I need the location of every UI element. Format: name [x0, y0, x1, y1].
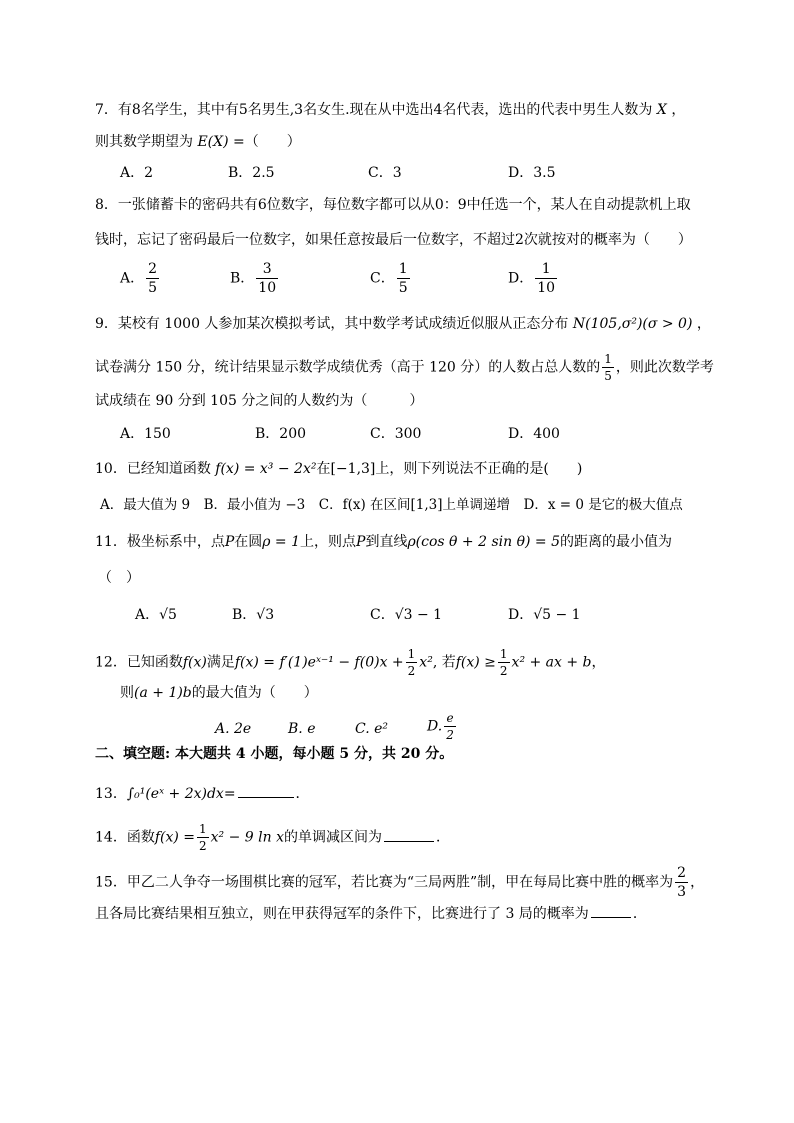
- numerator: 1: [499, 647, 508, 661]
- q11-point: P: [224, 534, 235, 550]
- q9-punct: ，: [696, 316, 711, 332]
- q7-line2: [95, 132, 301, 152]
- q14-text: 的单调减区间为: [284, 829, 382, 846]
- q13-line: [95, 783, 310, 804]
- q7-line1: [95, 100, 685, 120]
- q7-paren: =（ ）: [233, 134, 301, 150]
- q11-circle: ρ = 1: [262, 534, 301, 550]
- q12-text3: , 若: [432, 654, 456, 671]
- q9-line2: [95, 353, 714, 382]
- numerator: 1: [604, 352, 612, 366]
- q9-option-c: C．300: [370, 426, 422, 442]
- q15-text: 15．甲乙二人争夺一场围棋比赛的冠军，若比赛为“三局两胜”制，甲在每局比赛中胜的概率为: [95, 874, 674, 891]
- q11-line2: （ ）: [98, 570, 140, 586]
- q7-math: E(X): [197, 134, 229, 150]
- q9-text3: ，则此次数学考: [615, 359, 714, 376]
- q12-fx: f(x): [182, 654, 207, 671]
- q10-text2: 在[−1,3]上，则下列说法不正确的是( ): [316, 461, 583, 477]
- q12-x2: x²: [419, 654, 433, 671]
- q11-text: 11．极坐标系中，点: [95, 534, 225, 550]
- q13-integral: ∫₀¹(eˣ + 2x)dx=: [126, 786, 236, 802]
- q12-half: [406, 648, 418, 677]
- q12-line1: [95, 648, 606, 677]
- q9-math: N(105,σ²)(σ > 0): [572, 316, 693, 332]
- q11-option-d: D．√5 − 1: [508, 607, 581, 623]
- q10-options: A．最大值为 9 B．最小值为 −3 C．f(x) 在区间[1,3]上单调递增 D．x = 0 是它的极大值点: [100, 497, 683, 513]
- section-heading: 二、填空题: [95, 746, 165, 762]
- q14-end: ．: [436, 829, 450, 846]
- q9-fraction: [602, 353, 614, 382]
- denominator: 2: [499, 664, 508, 678]
- q8-option-b: [230, 262, 280, 295]
- q10-text: 10．已经知道函数: [95, 461, 211, 477]
- q8-option-b-fraction: [256, 262, 278, 295]
- denominator: 5: [148, 280, 158, 296]
- q15-punct: ，: [690, 874, 705, 891]
- q9-text: 9．某校有 1000 人参加某次模拟考试，其中数学考试成绩近似服从正态分布: [95, 316, 569, 332]
- q15-blank: [591, 903, 631, 918]
- q14-half: [197, 823, 209, 852]
- q9-option-a: A．150: [120, 426, 171, 442]
- q7-punct: ，: [671, 102, 686, 118]
- q14-expr: x² − 9 ln x: [210, 829, 284, 846]
- q8-option-c: [370, 262, 412, 295]
- q7-option-c: C．3: [368, 165, 402, 181]
- q8-option-d-label: D．: [508, 270, 534, 287]
- section-title: [95, 744, 453, 764]
- numerator: 1: [398, 261, 408, 277]
- q11-line-eq: ρ(cos θ + 2 sin θ) = 5: [407, 534, 561, 550]
- numerator: 3: [262, 261, 272, 277]
- q12-option-b: B. e: [288, 721, 316, 737]
- q10-math: f(x) = x³ − 2x²: [215, 461, 317, 477]
- denominator: 10: [537, 280, 556, 296]
- denominator: 2: [446, 728, 454, 742]
- q7-option-a: A．2: [120, 165, 154, 181]
- q12-expr: (a + 1)b: [134, 685, 192, 701]
- q15-line1: [95, 866, 704, 899]
- q11-option-c: C．√3 − 1: [370, 607, 443, 623]
- q11-text3: 上，则点: [300, 534, 357, 550]
- numerator: 1: [541, 261, 551, 277]
- q12-rhs: x² + ax + b: [511, 654, 592, 671]
- denominator: 3: [677, 884, 687, 900]
- q7-option-b: B．2.5: [228, 165, 275, 181]
- numerator: 2: [677, 865, 687, 881]
- q12-punct: ，: [591, 654, 606, 671]
- q15-line2: [95, 903, 647, 924]
- q12-text4: 则: [120, 685, 134, 701]
- q7-text: 7．有8名学生，其中有5名男生,3名女生.现在从中选出4名代表，选出的代表中男生人数为: [95, 102, 653, 118]
- q12-eq: f(x) = f′(1)eˣ⁻¹ − f(0)x +: [234, 654, 404, 671]
- q8-option-a-label: A．: [120, 270, 145, 287]
- q12-option-a: A. 2e: [215, 721, 252, 737]
- q12-option-c: C. e²: [355, 721, 389, 737]
- q7-var: X: [656, 102, 667, 118]
- q9-line3: 试成绩在 90 分到 105 分之间的人数约为（ ）: [95, 393, 424, 409]
- q11-text5: 的距离的最小值为: [560, 534, 673, 550]
- q15-text2: 且各局比赛结果相互独立，则在甲获得冠军的条件下，比赛进行了 3 局的概率为: [95, 906, 589, 922]
- q12-line2: [120, 683, 318, 703]
- denominator: 5: [398, 280, 408, 296]
- q8-option-c-fraction: [397, 262, 410, 295]
- numerator: 1: [407, 647, 416, 661]
- q11-point2: P: [356, 534, 366, 550]
- q13-end: ．: [295, 786, 310, 802]
- q8-option-b-label: B．: [230, 270, 255, 287]
- q14-blank: [384, 827, 434, 842]
- q12-text5: 的最大值为（ ）: [191, 685, 318, 701]
- q8-option-a: [120, 262, 161, 295]
- q8-option-d: [508, 262, 559, 295]
- q11-text2: 在圆: [234, 534, 263, 550]
- denominator: 5: [604, 369, 612, 383]
- denominator: 2: [199, 839, 207, 853]
- q10-line1: [95, 459, 582, 479]
- q9-option-b: B．200: [255, 426, 307, 442]
- q12-option-d-fraction: [444, 712, 456, 741]
- numerator: 1: [199, 822, 207, 836]
- q8-option-d-fraction: [535, 262, 557, 295]
- q8-option-a-fraction: [146, 262, 159, 295]
- q12-option-d: [427, 712, 458, 741]
- denominator: 10: [258, 280, 277, 296]
- q11-option-a: A．√5: [135, 607, 177, 623]
- q7-option-d: D．3.5: [508, 165, 556, 181]
- q12-ineq: f(x) ≥: [455, 654, 496, 671]
- q15-fraction: [675, 866, 688, 899]
- q11-text4: 到直线: [365, 534, 408, 550]
- q13-blank: [238, 783, 294, 798]
- q12-half2: [498, 648, 510, 677]
- q8-line2: 钱时，忘记了密码最后一位数字，如果任意按最后一位数字，不超过2次就按对的概率为（ ）: [95, 232, 692, 248]
- denominator: 2: [407, 664, 416, 678]
- q14-fx: f(x) =: [154, 829, 196, 846]
- numerator: e: [446, 711, 454, 725]
- q8-line1: 8．一张储蓄卡的密码共有6位数字，每位数字都可以从0：9中任选一个，某人在自动提款机上取: [95, 197, 691, 213]
- q9-option-d: D．400: [508, 426, 560, 442]
- q9-line1: [95, 314, 711, 334]
- section-instructions: : 本大题共 4 小题，每小题 5 分，共 20 分。: [165, 746, 454, 762]
- q9-text2: 试卷满分 150 分，统计结果显示数学成绩优秀（高于 120 分）的人数占总人数的: [95, 359, 601, 376]
- numerator: 2: [148, 261, 158, 277]
- q15-end: ．: [632, 906, 647, 922]
- q11-option-b: B．√3: [232, 607, 275, 623]
- q12-option-d-label: D.: [427, 718, 443, 735]
- q13-label: 13．: [95, 786, 127, 802]
- q14-label: 14．函数: [95, 829, 155, 846]
- q8-option-c-label: C．: [370, 270, 395, 287]
- q12-text2: 满足: [206, 654, 235, 671]
- q7-text2: 则其数学期望为: [95, 134, 193, 150]
- q12-text: 12．已知函数: [95, 654, 183, 671]
- q14-line: [95, 823, 450, 852]
- q11-line1: [95, 532, 672, 552]
